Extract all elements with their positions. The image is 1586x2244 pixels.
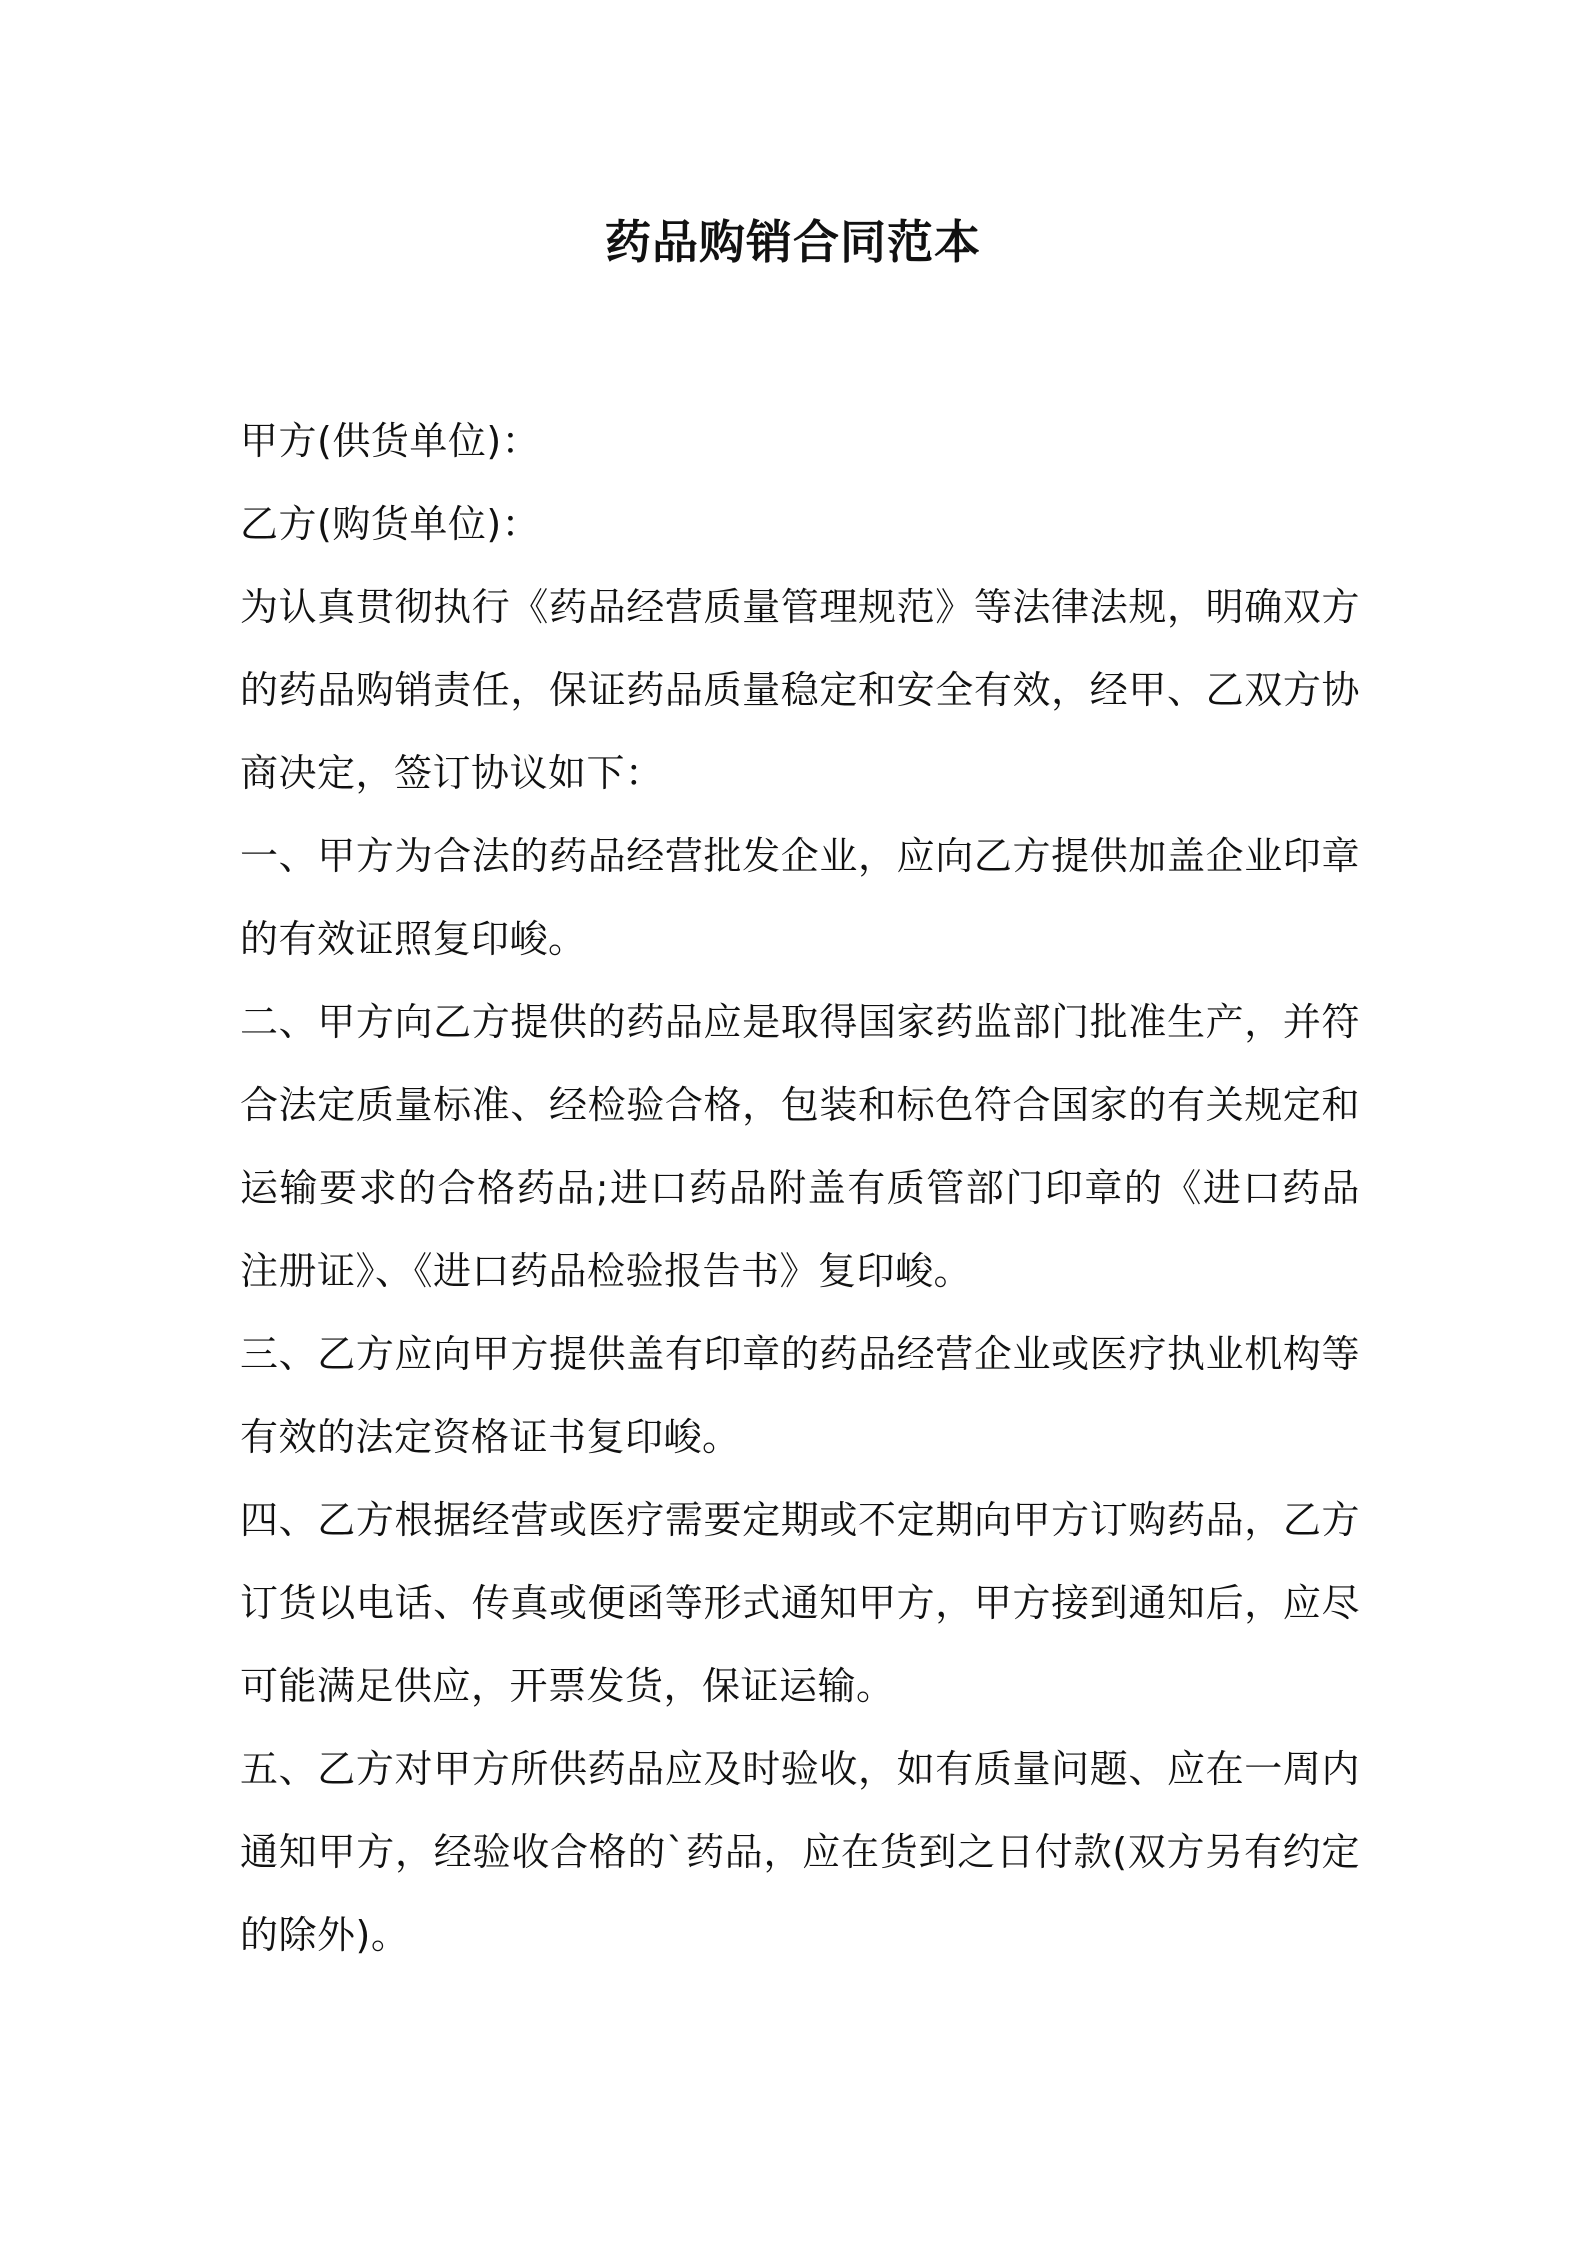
document-body <box>240 400 1360 1977</box>
party-b-line: 乙方(购货单位)： <box>240 502 541 546</box>
document-title: 药品购销合同范本 <box>605 215 981 269</box>
clause-2: 二、甲方向乙方提供的药品应是取得国家药监部门批准生产，并符合法定质量标准、经检验合格，包装和标色符合国家的有关规定和运输要求的合格药品;进口药品附盖有质管部门印章的《进口药品注册证》、《进口药品检验报告书》复印峻。 <box>240 1000 1360 1293</box>
clause-1: 一、甲方为合法的药品经营批发企业，应向乙方提供加盖企业印章的有效证照复印峻。 <box>240 834 1360 961</box>
preamble-paragraph: 为认真贯彻执行《药品经营质量管理规范》等法律法规，明确双方的药品购销责任，保证药品质量稳定和安全有效，经甲、乙双方协商决定，签订协议如下： <box>240 585 1360 795</box>
clause-3: 三、乙方应向甲方提供盖有印章的药品经营企业或医疗执业机构等有效的法定资格证书复印峻。 <box>240 1332 1360 1459</box>
clause-5: 五、乙方对甲方所供药品应及时验收，如有质量问题、应在一周内通知甲方，经验收合格的`药品，应在货到之日付款(双方另有约定的除外)。 <box>240 1747 1360 1957</box>
party-a-line: 甲方(供货单位)： <box>240 419 541 463</box>
clause-4: 四、乙方根据经营或医疗需要定期或不定期向甲方订购药品，乙方订货以电话、传真或便函等形式通知甲方，甲方接到通知后，应尽可能满足供应，开票发货，保证运输。 <box>240 1498 1360 1708</box>
